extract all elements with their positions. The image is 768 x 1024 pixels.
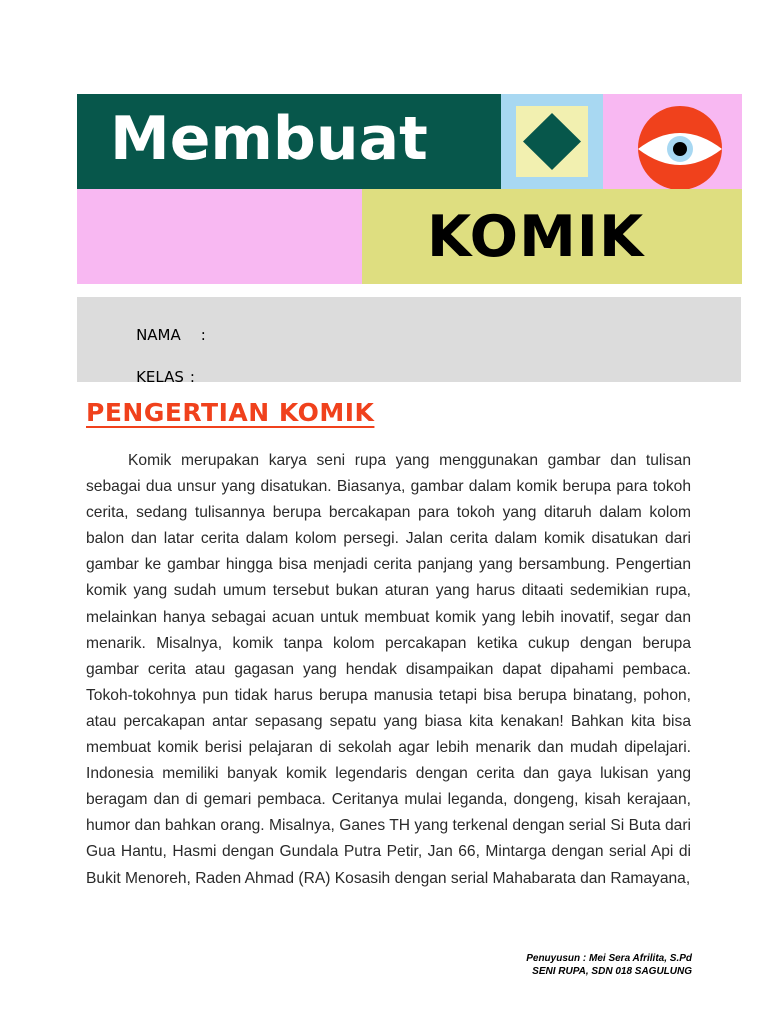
name-separator: : [200, 326, 206, 344]
header-banner [77, 94, 742, 284]
name-label: NAMA [136, 326, 181, 344]
eye-icon [603, 94, 742, 189]
subtitle-block [362, 189, 742, 284]
diamond-tile [501, 94, 603, 189]
title-bar [77, 94, 501, 189]
eye-tile [603, 94, 742, 189]
section-title: PENGERTIAN KOMIK [86, 398, 375, 427]
footer-author: Penuyusun : Mei Sera Afrilita, S.Pd [526, 953, 692, 964]
page-subtitle: KOMIK [427, 204, 645, 270]
class-label: KELAS [136, 368, 184, 386]
pink-block [77, 189, 362, 284]
identity-box [77, 297, 741, 386]
footer-school: SENI RUPA, SDN 018 SAGULUNG [532, 966, 692, 977]
diamond-tile-inner [516, 106, 588, 177]
section-body: Komik merupakan karya seni rupa yang menggunakan gambar dan tulisan sebagai dua unsur yang disatukan. Biasanya, gambar dalam komik berupa para tokoh cerita, sedang tulisannya berupa bercakapan para tokoh yang ditaruh dalam kolom balon dan latar cerita dalam kolom persegi. Jalan cerita dalam komik disatukan dari gambar ke gambar hingga bisa menjadi cerita panjang yang bersambung. Pengertian komik yang sudah umum tersebut bukan aturan yang harus ditaati sedemikian rupa, melainkan hanya sebagai acuan untuk membuat komik yang lebih inovatif, segar dan menarik. Misalnya, komik tanpa kolom percakapan ketika cukup dengan berupa gambar cerita atau gagasan yang hendak disampaikan dapat dipahami pembaca. Tokoh-tokohnya pun tidak harus berupa manusia tetapi bisa berupa binatang, pohon, atau percakapan antar sepasang sepatu yang biasa kita kenakan! Bahkan kita bisa membuat komik berisi pelajaran di sekolah agar lebih menarik dan mudah dipelajari. Indonesia memiliki banyak komik legendaris dengan cerita dan gaya lukisan yang beragam dan di gemari pembaca. Ceritanya mulai leganda, dongeng, kisah kerajaan, humor dan bahkan orang. Misalnya, Ganes TH yang terkenal dengan serial Si Buta dari Gua Hantu, Hasmi dengan Gundala Putra Petir, Jan 66, Mintarga dengan serial Api di Bukit Menoreh, Raden Ahmad (RA) Kosasih dengan serial Mahabarata dan Ramayana, [86, 452, 691, 887]
footer [526, 952, 692, 978]
class-separator: : [189, 368, 195, 386]
page-title: Membuat [110, 104, 428, 174]
diamond-icon [516, 106, 588, 177]
